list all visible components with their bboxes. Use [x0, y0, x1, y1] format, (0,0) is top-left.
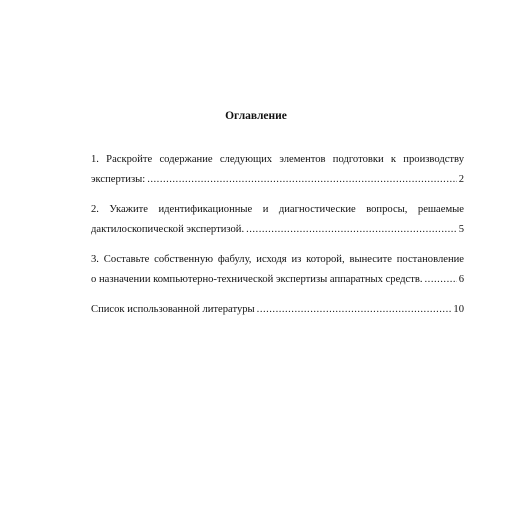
- dot-leader: [425, 270, 457, 290]
- toc-title: Оглавление: [225, 110, 287, 122]
- toc-entry-text: дактилоскопической экспертизой.: [91, 224, 245, 235]
- toc-entry-text: о назначении компьютерно-технической экспертизы аппаратных средств.: [91, 274, 423, 285]
- toc-entry-text: экспертизы:: [91, 174, 146, 185]
- toc-entry-text: 2. Укажите идентификационные и диагностические вопросы, решаемые: [91, 204, 464, 215]
- table-of-contents: [91, 150, 464, 330]
- toc-entry-text: Список использованной литературы: [91, 304, 255, 315]
- toc-page-number: 10: [453, 304, 464, 315]
- toc-page-number: 6: [458, 274, 464, 285]
- toc-page-number: 5: [458, 224, 464, 235]
- dot-leader: [147, 170, 456, 190]
- toc-entry-1[interactable]: [91, 150, 464, 190]
- toc-entry-3[interactable]: [91, 250, 464, 290]
- toc-page-number: 2: [458, 174, 464, 185]
- dot-leader: [246, 220, 457, 240]
- toc-entry-2[interactable]: [91, 200, 464, 240]
- toc-entry-4[interactable]: [91, 300, 464, 320]
- dot-leader: [257, 300, 452, 320]
- toc-entry-text: 1. Раскройте содержание следующих элементов подготовки к производству: [91, 154, 464, 165]
- toc-entry-text: 3. Составьте собственную фабулу, исходя из которой, вынесите постановление: [91, 254, 464, 265]
